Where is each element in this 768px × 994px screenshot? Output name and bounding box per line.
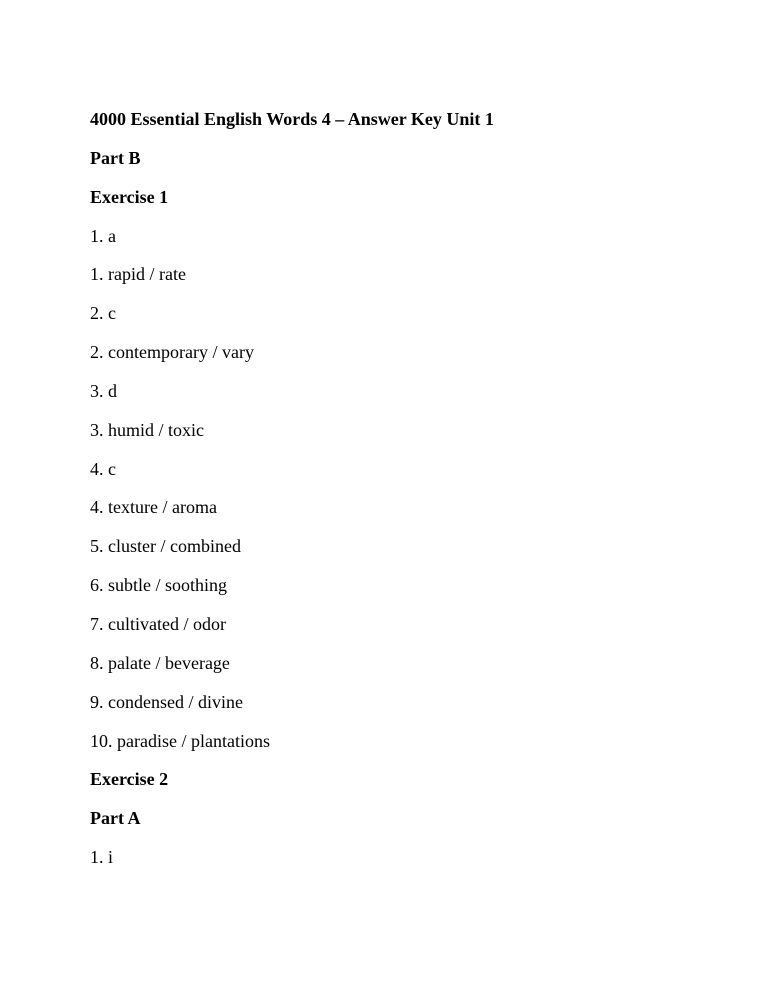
answer-line: 2. c [90,303,116,324]
answer-line: 4. texture / aroma [90,497,217,518]
answer-line: 3. d [90,380,117,401]
section-heading-part-b: Part B [90,147,141,168]
answer-line: 8. palate / beverage [90,652,230,673]
answer-line: 1. i [90,847,114,868]
answer-line: 2. contemporary / vary [90,342,254,363]
section-heading-exercise-2: Exercise 2 [90,769,169,790]
document-title: 4000 Essential English Words 4 – Answer Key Unit 1 [90,109,494,129]
document-page [90,107,690,884]
answer-line: 1. rapid / rate [90,264,186,285]
answer-line: 10. paradise / plantations [90,730,270,751]
section-heading-exercise-1: Exercise 1 [90,186,169,207]
answer-line: 9. condensed / divine [90,691,243,712]
answer-line: 7. cultivated / odor [90,613,226,634]
section-heading-part-a: Part A [90,808,141,829]
answer-line: 4. c [90,458,116,479]
answer-line: 1. a [90,225,116,246]
answer-line: 6. subtle / soothing [90,575,228,596]
answer-line: 3. humid / toxic [90,419,204,440]
answer-line: 5. cluster / combined [90,536,241,557]
